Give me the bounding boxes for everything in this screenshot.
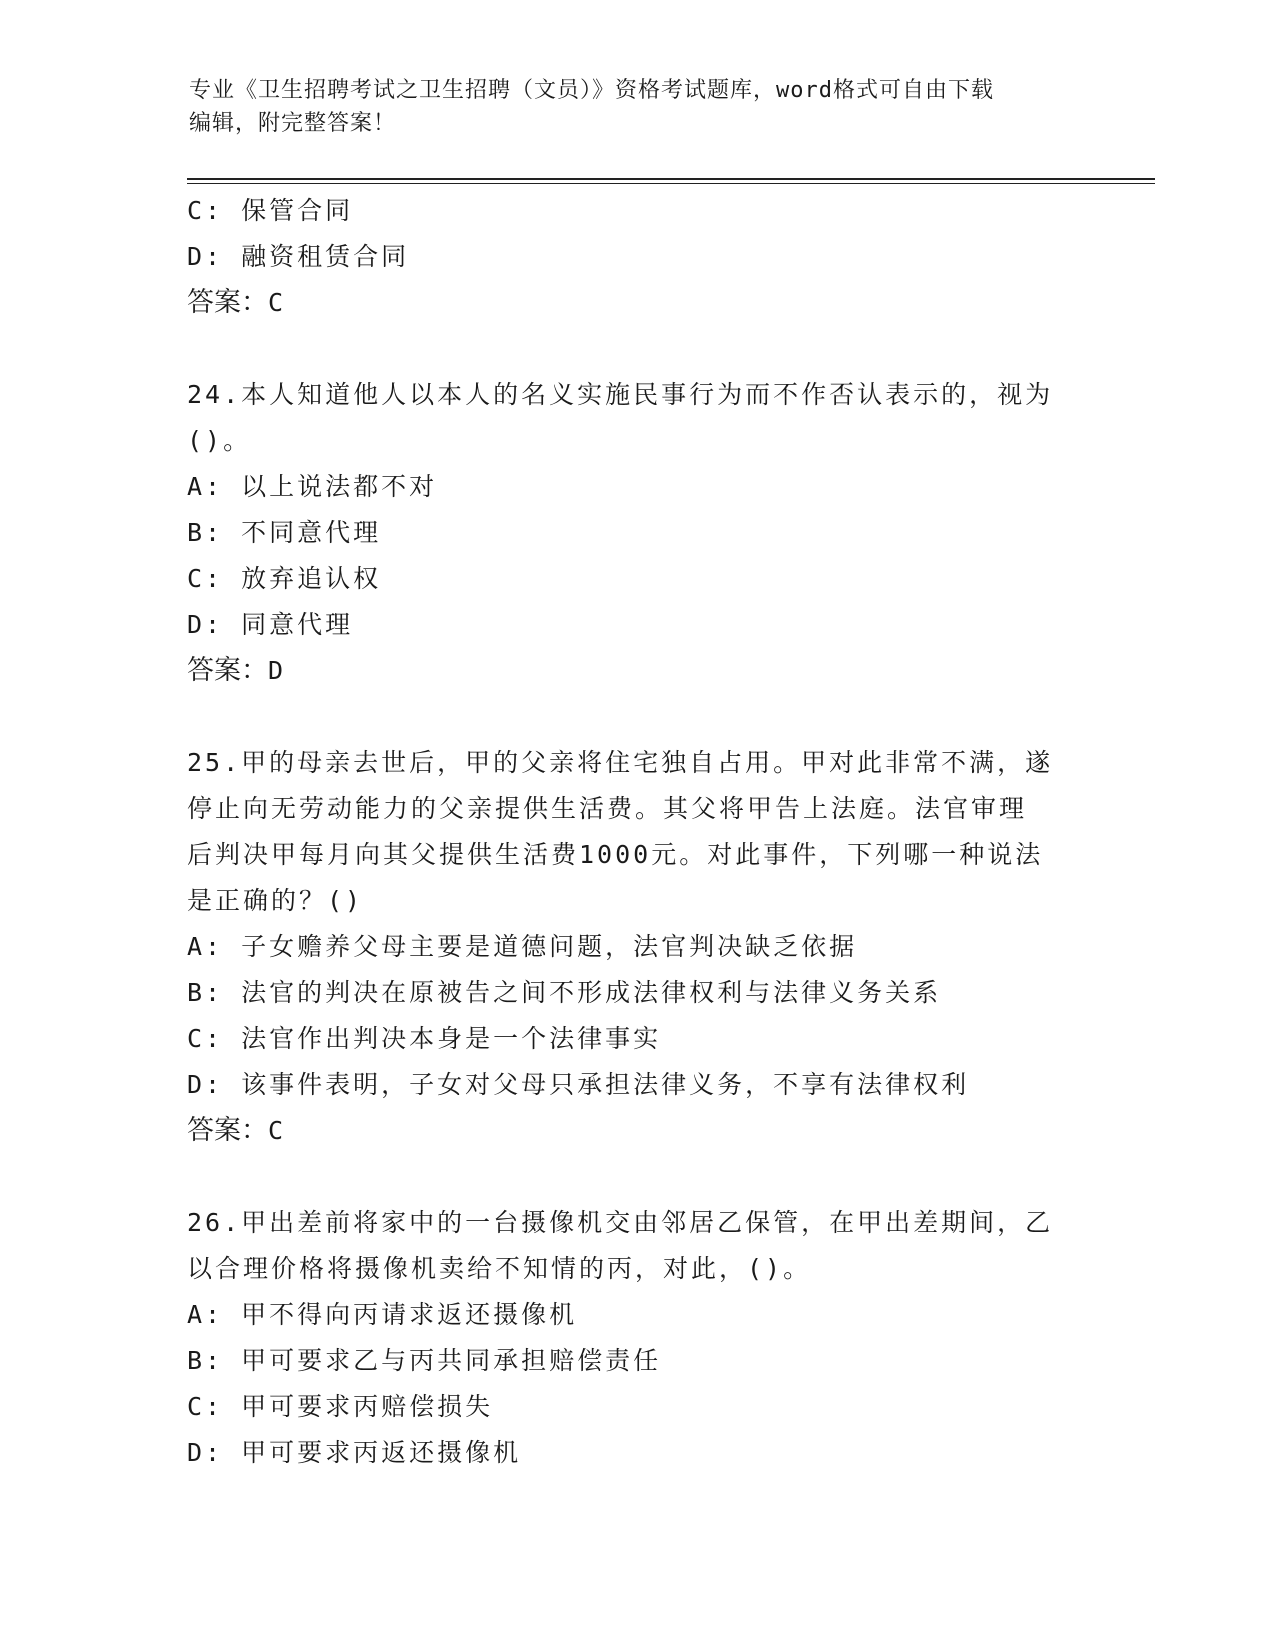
header-rule-thin	[187, 183, 1155, 184]
question-stem: 是正确的？()	[187, 886, 364, 915]
question-23-tail	[187, 188, 1087, 326]
question-25	[187, 740, 1087, 1154]
question-24	[187, 372, 1087, 694]
answer	[187, 1108, 1087, 1154]
answer	[187, 648, 1087, 694]
document-header	[189, 74, 1089, 140]
option-d: D: 该事件表明，子女对父母只承担法律义务，不享有法律权利	[187, 1070, 970, 1099]
answer-value: C	[268, 1116, 284, 1145]
answer	[187, 280, 1087, 326]
question-list	[187, 188, 1087, 1476]
question-stem: 以合理价格将摄像机卖给不知情的丙，对此，()。	[187, 1254, 812, 1283]
answer-label: 答案：	[187, 655, 268, 686]
option-a: A: 甲不得向丙请求返还摄像机	[187, 1300, 578, 1329]
option-c: C: 甲可要求丙赔偿损失	[187, 1392, 494, 1421]
spacer	[187, 1154, 1087, 1200]
question-stem: ()。	[187, 426, 252, 455]
answer-label: 答案：	[187, 287, 268, 318]
option-c: C: 放弃追认权	[187, 564, 382, 593]
option-b: B: 甲可要求乙与丙共同承担赔偿责任	[187, 1346, 662, 1375]
question-stem: 停止向无劳动能力的父亲提供生活费。其父将甲告上法庭。法官审理	[187, 794, 1028, 823]
question-stem: 26.甲出差前将家中的一台摄像机交由邻居乙保管，在甲出差期间，乙	[187, 1208, 1054, 1237]
option-a: A: 子女赡养父母主要是道德问题，法官判决缺乏依据	[187, 932, 858, 961]
answer-value: C	[268, 288, 284, 317]
question-26	[187, 1200, 1087, 1476]
option-b: B: 法官的判决在原被告之间不形成法律权利与法律义务关系	[187, 978, 942, 1007]
question-stem: 24.本人知道他人以本人的名义实施民事行为而不作否认表示的，视为	[187, 380, 1054, 409]
answer-label: 答案：	[187, 1115, 268, 1146]
option-b: B: 不同意代理	[187, 518, 382, 547]
question-stem: 25.甲的母亲去世后，甲的父亲将住宅独自占用。甲对此非常不满，遂	[187, 748, 1054, 777]
spacer	[187, 694, 1087, 740]
answer-value: D	[268, 656, 284, 685]
option-d: D: 甲可要求丙返还摄像机	[187, 1438, 522, 1467]
option-a: A: 以上说法都不对	[187, 472, 438, 501]
option-c: C: 保管合同	[187, 196, 354, 225]
header-line-2: 编辑，附完整答案！	[189, 111, 397, 136]
header-line-1: 专业《卫生招聘考试之卫生招聘（文员）》资格考试题库，word格式可自由下载	[189, 78, 994, 103]
question-stem: 后判决甲每月向其父提供生活费1000元。对此事件，下列哪一种说法	[187, 840, 1044, 869]
spacer	[187, 326, 1087, 372]
header-rule-thick	[187, 178, 1155, 180]
option-d: D: 融资租赁合同	[187, 242, 410, 271]
option-d: D: 同意代理	[187, 610, 354, 639]
option-c: C: 法官作出判决本身是一个法律事实	[187, 1024, 662, 1053]
